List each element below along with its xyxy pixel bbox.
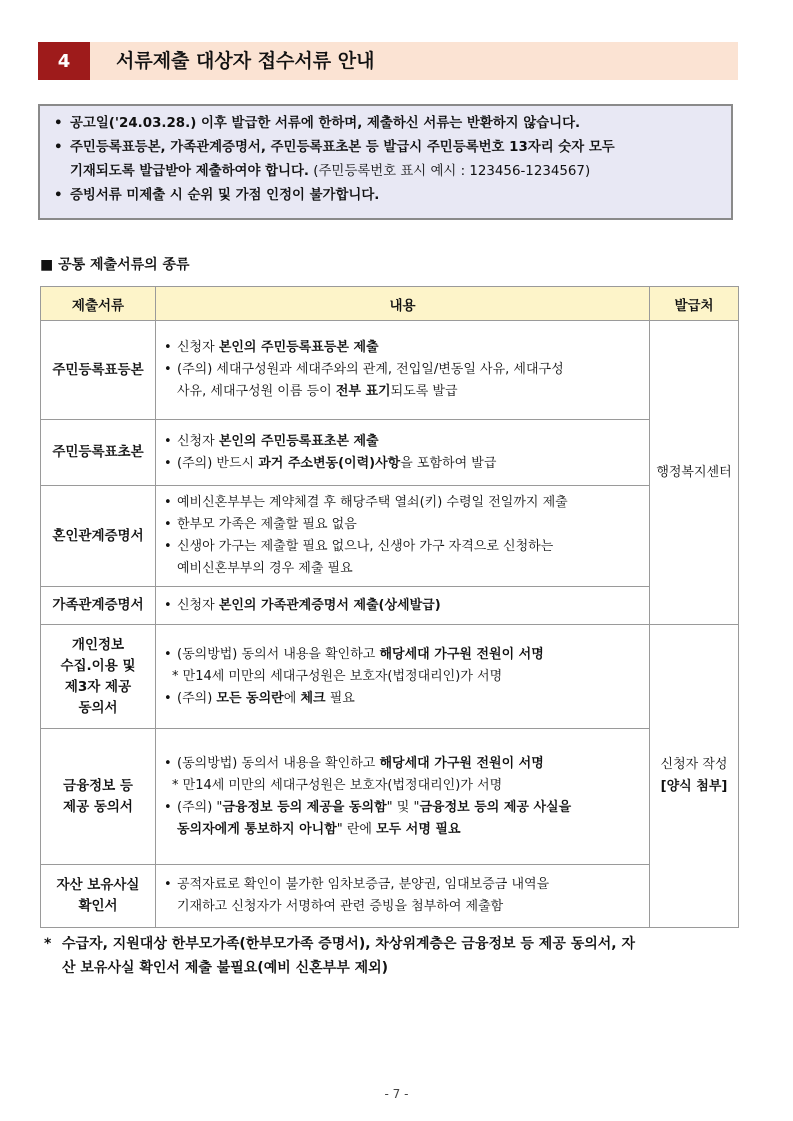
content-note: * 만14세 미만의 세대구성원은 보호자(법정대리인)가 서명 bbox=[172, 668, 503, 684]
table-row bbox=[41, 865, 739, 928]
document-name-line: 확인서 bbox=[78, 898, 118, 914]
footnote bbox=[44, 932, 744, 980]
notice-text: 증빙서류 미제출 시 순위 및 가점 인정이 불가합니다. bbox=[70, 188, 380, 203]
content-text: " 란에 bbox=[336, 821, 377, 837]
content-text: 예비신혼부부는 계약체결 후 해당주택 열쇠(키) 수령일 전일까지 제출 bbox=[177, 495, 568, 510]
content-text: 되도록 발급 bbox=[390, 384, 458, 399]
section-title: 서류제출 대상자 접수서류 안내 bbox=[116, 50, 375, 72]
notice-text: 공고일('24.03.28.) 이후 발급한 서류에 한하며, 제출하신 서류는 반환하지 않습니다. bbox=[70, 116, 581, 131]
content-text: " 및 " bbox=[386, 799, 420, 815]
content-bold: 체크 bbox=[300, 690, 326, 706]
table-row bbox=[41, 420, 739, 486]
content-text: 에 bbox=[283, 690, 301, 706]
content-bold: 해당세대 가구원 전원이 서명 bbox=[379, 646, 544, 662]
document-content: • 예비신혼부부는 계약체결 후 해당주택 열쇠(키) 수령일 전일까지 제출 • 한부모 가족은 제출할 필요 없음 • 신생아 가구는 제출할 필요 없으나, 신생아 가구 자격으로 신청하는 예비신혼부부의 경우 제출 필요 bbox=[156, 486, 650, 587]
documents-table bbox=[40, 286, 739, 928]
content-bold: 금융정보 등의 제공 사실을 bbox=[419, 799, 572, 815]
notice-text: 기재되도록 발급받아 제출하여야 합니다. bbox=[70, 164, 309, 179]
content-text: 신청자 bbox=[177, 340, 219, 355]
document-content: • 신청자 본인의 주민등록표등본 제출 • (주의) 세대구성원과 세대주와의 관계, 전입일/변동일 사유, 세대구성 사유, 세대구성원 이름 등이 전부 표기되도록 발급 bbox=[156, 321, 650, 420]
footnote-text: 산 보유사실 확인서 제출 불필요(예비 신혼부부 제외) bbox=[62, 960, 389, 976]
content-text: (주의) " bbox=[177, 799, 223, 815]
document-content: • 신청자 본인의 가족관계증명서 제출(상세발급) bbox=[156, 587, 650, 625]
issuer-cell bbox=[650, 625, 739, 928]
content-text: (주의) bbox=[177, 690, 217, 706]
content-text: 필요 bbox=[325, 690, 355, 706]
issuer-line: 신청자 작성 bbox=[660, 757, 728, 772]
content-text: (주의) 세대구성원과 세대주와의 관계, 전입일/변동일 사유, 세대구성 bbox=[177, 362, 564, 377]
content-bold: 모든 동의란 bbox=[216, 690, 284, 706]
table-row bbox=[41, 321, 739, 420]
table-row bbox=[41, 587, 739, 625]
document-name bbox=[41, 625, 156, 729]
content-text: 공적자료로 확인이 불가한 임차보증금, 분양권, 임대보증금 내역을 bbox=[177, 877, 550, 892]
content-text: (동의방법) 동의서 내용을 확인하고 bbox=[177, 755, 380, 771]
content-text: 사유, 세대구성원 이름 등이 bbox=[177, 384, 336, 399]
table-row bbox=[41, 625, 739, 729]
document-content: • 공적자료로 확인이 불가한 임차보증금, 분양권, 임대보증금 내역을 기재하고 신청자가 서명하여 관련 증빙을 첨부하여 제출함 bbox=[156, 865, 650, 928]
document-name: 가족관계증명서 bbox=[41, 587, 156, 625]
footnote-text: 수급자, 지원대상 한부모가족(한부모가족 증명서), 차상위계층은 금융정보 등 제공 동의서, 자 bbox=[62, 936, 636, 952]
content-bold: 과거 주소변동(이력)사항 bbox=[258, 455, 401, 471]
table-header-row bbox=[41, 287, 739, 321]
notice-box bbox=[38, 104, 733, 220]
header-content: 내용 bbox=[156, 287, 650, 321]
document-name bbox=[41, 729, 156, 865]
content-bold: 해당세대 가구원 전원이 서명 bbox=[379, 755, 544, 771]
content-bold: 본인의 가족관계증명서 제출(상세발급) bbox=[218, 597, 441, 613]
page-number: - 7 - bbox=[384, 1087, 409, 1101]
subheading: ■ 공통 제출서류의 종류 bbox=[40, 257, 190, 273]
content-bold: 본인의 주민등록표초본 제출 bbox=[218, 433, 379, 449]
document-name-line: 자산 보유사실 bbox=[56, 877, 140, 893]
document-content: • (동의방법) 동의서 내용을 확인하고 해당세대 가구원 전원이 서명 * 만14세 미만의 세대구성원은 보호자(법정대리인)가 서명 • (주의) "금융정보 등의 제공을 동의함" 및 "금융정보 등의 제공 사실을 동의자에게 통보하지 아니함" 란에 모두 서명 필요 bbox=[156, 729, 650, 865]
content-text: 신청자 bbox=[177, 597, 219, 613]
content-bold: 본인의 주민등록표등본 제출 bbox=[218, 340, 379, 355]
header-document: 제출서류 bbox=[41, 287, 156, 321]
document-name-line: 제공 동의서 bbox=[63, 798, 133, 815]
document-name-line: 수집.이용 및 bbox=[60, 657, 136, 674]
document-name: 주민등록표초본 bbox=[41, 420, 156, 486]
content-text: 기재하고 신청자가 서명하여 관련 증빙을 첨부하여 제출함 bbox=[177, 899, 504, 914]
content-text: (동의방법) 동의서 내용을 확인하고 bbox=[177, 646, 380, 662]
content-text: 신청자 bbox=[177, 433, 219, 449]
content-text: 을 포함하여 발급 bbox=[400, 455, 497, 471]
table-row bbox=[41, 729, 739, 865]
notice-example: (주민등록번호 표시 예시 : 123456-1234567) bbox=[308, 164, 591, 179]
issuer-cell: 행정복지센터 bbox=[650, 321, 739, 625]
notice-bullet: • 주민등록표등본, 가족관계증명서, 주민등록표초본 등 발급시 주민등록번호 13자리 숫자 모두 bbox=[54, 136, 721, 160]
content-note: * 만14세 미만의 세대구성원은 보호자(법정대리인)가 서명 bbox=[172, 777, 503, 793]
notice-bullet-continued bbox=[54, 160, 721, 184]
section-number: 4 bbox=[38, 42, 90, 80]
document-content: • (동의방법) 동의서 내용을 확인하고 해당세대 가구원 전원이 서명 * 만14세 미만의 세대구성원은 보호자(법정대리인)가 서명 • (주의) 모든 동의란에 체크 필요 bbox=[156, 625, 650, 729]
content-bold: 금융정보 등의 제공을 동의함 bbox=[222, 799, 387, 815]
notice-bullet: • 공고일('24.03.28.) 이후 발급한 서류에 한하며, 제출하신 서류는 반환하지 않습니다. bbox=[54, 112, 721, 136]
document-name-line: 금융정보 등 bbox=[63, 777, 133, 794]
footnote-star: * bbox=[44, 936, 52, 952]
header-issuer: 발급처 bbox=[650, 287, 739, 321]
document-name bbox=[41, 865, 156, 928]
notice-bullet: • 증빙서류 미제출 시 순위 및 가점 인정이 불가합니다. bbox=[54, 184, 721, 208]
document-name: 혼인관계증명서 bbox=[41, 486, 156, 587]
content-bold: 모두 서명 필요 bbox=[376, 821, 461, 837]
issuer-line: [양식 첨부] bbox=[660, 779, 728, 794]
content-bold: 동의자에게 통보하지 아니함 bbox=[177, 821, 337, 837]
table-row bbox=[41, 486, 739, 587]
section-header bbox=[38, 42, 738, 80]
content-text: 신생아 가구는 제출할 필요 없으나, 신생아 가구 자격으로 신청하는 bbox=[177, 539, 554, 554]
document-content: • 신청자 본인의 주민등록표초본 제출 • (주의) 반드시 과거 주소변동(이력)사항을 포함하여 발급 bbox=[156, 420, 650, 486]
document-name-line: 동의서 bbox=[78, 699, 118, 716]
content-text: 예비신혼부부의 경우 제출 필요 bbox=[177, 561, 353, 576]
document-name-line: 제3자 제공 bbox=[64, 678, 132, 695]
notice-text: 주민등록표등본, 가족관계증명서, 주민등록표초본 등 발급시 주민등록번호 13자리 숫자 모두 bbox=[70, 140, 615, 155]
content-bold: 전부 표기 bbox=[335, 384, 391, 399]
document-name-line: 개인정보 bbox=[71, 636, 125, 653]
content-text: 한부모 가족은 제출할 필요 없음 bbox=[177, 517, 357, 532]
document-name: 주민등록표등본 bbox=[41, 321, 156, 420]
content-text: (주의) 반드시 bbox=[177, 455, 259, 471]
